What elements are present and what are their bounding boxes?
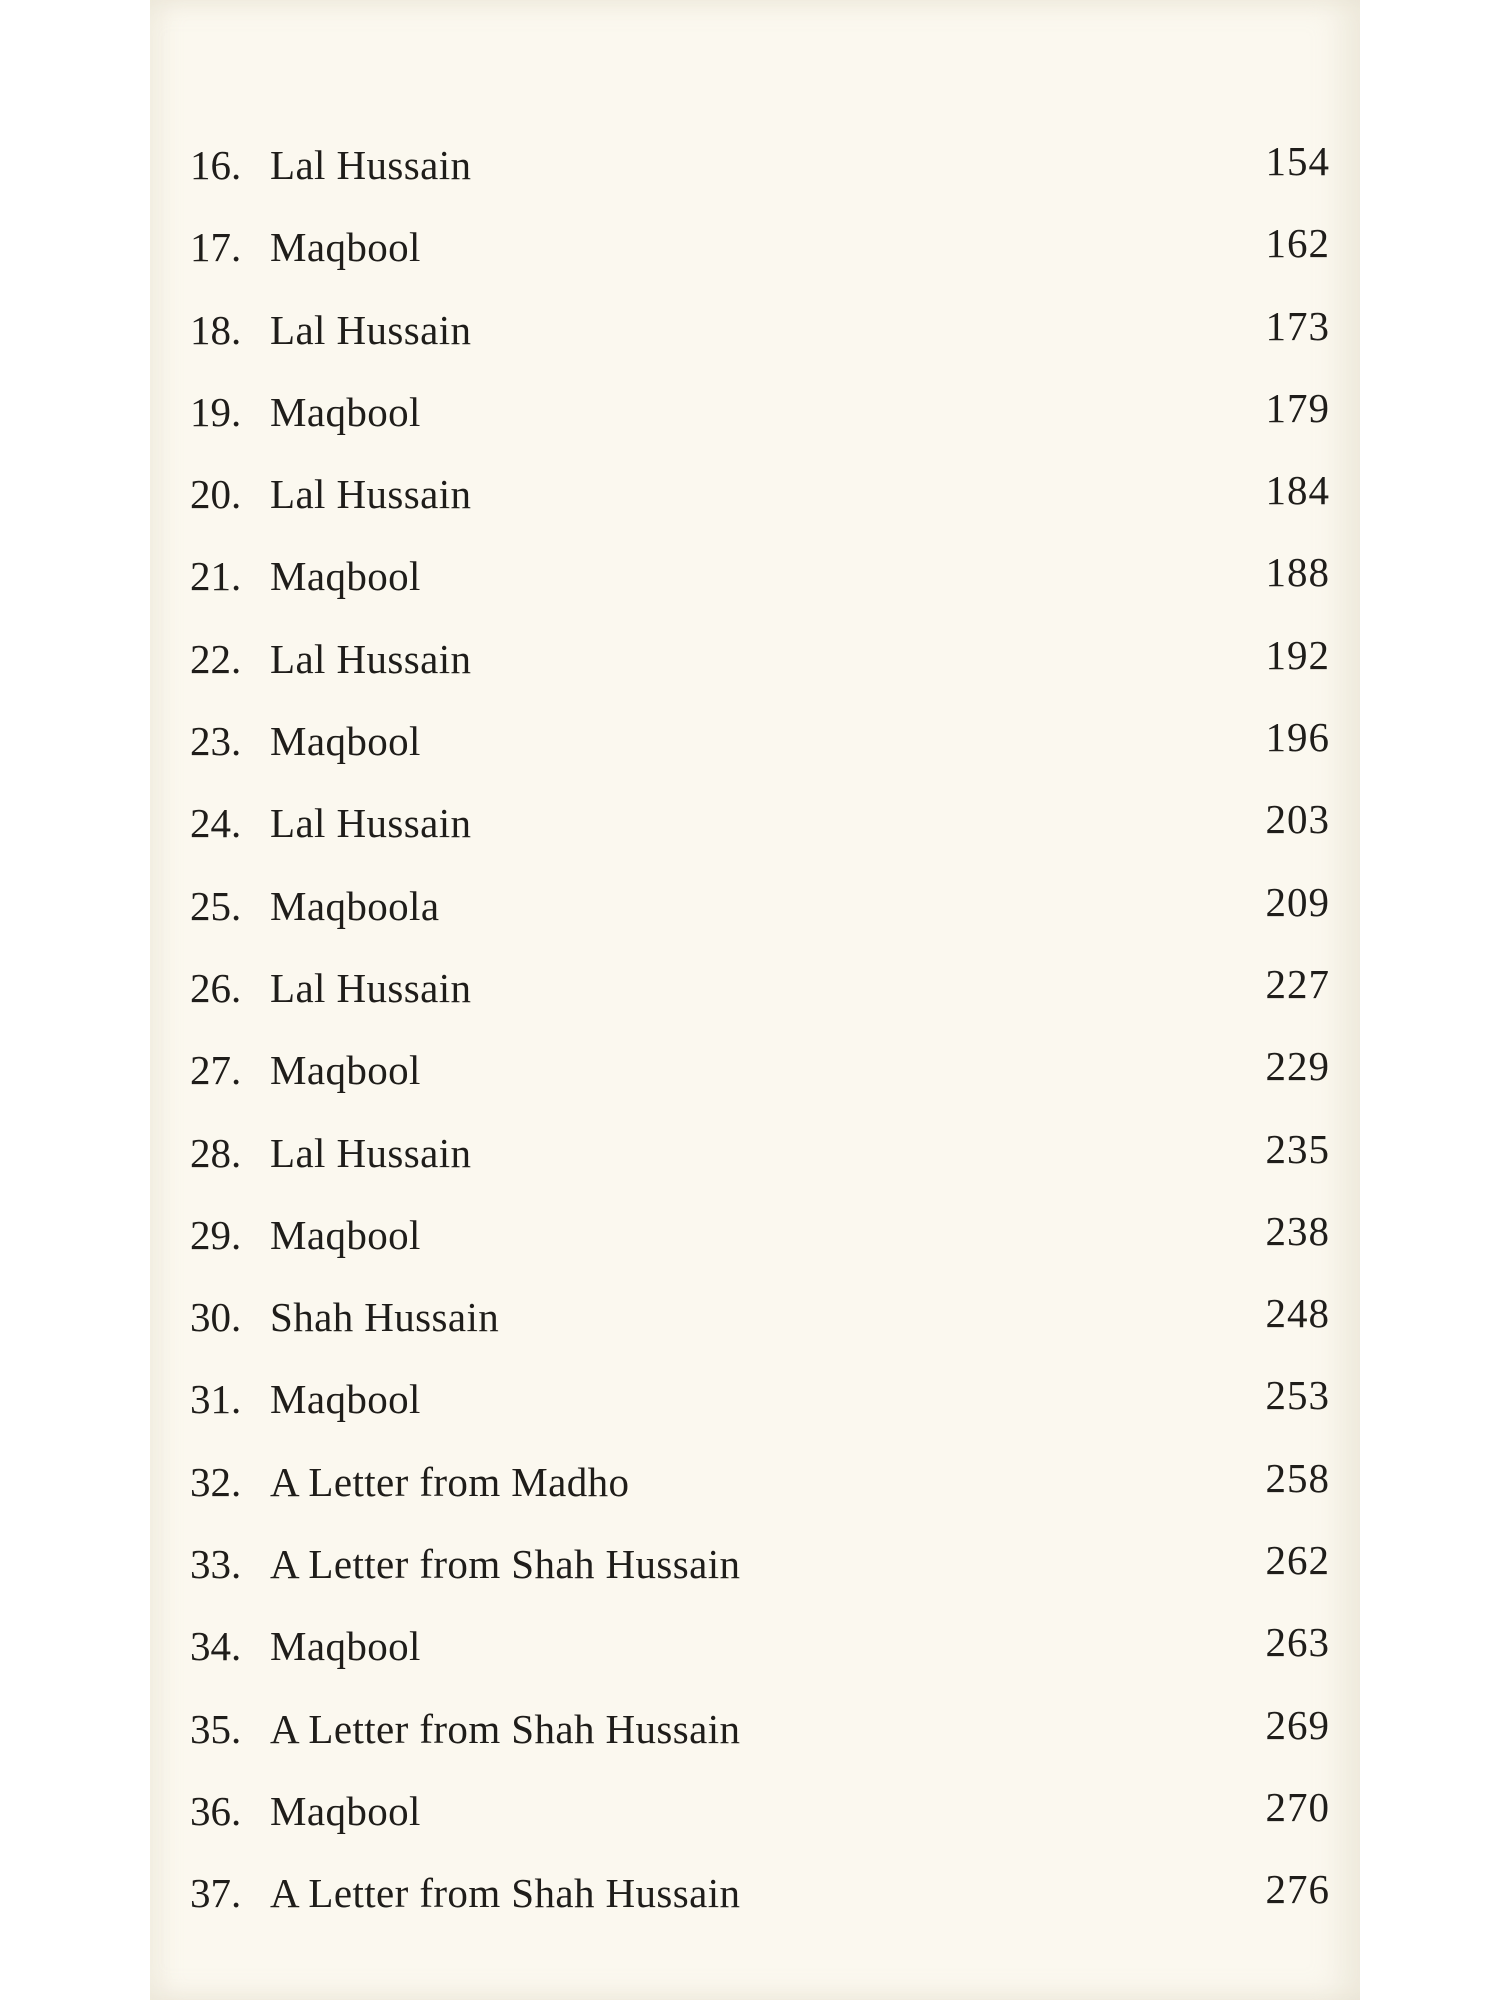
toc-entry [190,1369,1350,1451]
toc-entry [190,464,1350,546]
entry-title: A Letter from Madho [270,1458,630,1505]
entry-title: Maqbool [270,388,421,435]
entry-number: 25. [190,882,242,929]
entry-page-number: 203 [1265,796,1330,843]
entry-page-number: 258 [1265,1454,1330,1501]
entry-page-number: 179 [1265,384,1330,431]
entry-page-number: 270 [1265,1783,1330,1830]
entry-title: Lal Hussain [270,306,472,353]
entry-number: 29. [190,1211,242,1258]
entry-number: 22. [190,635,242,682]
entry-title: Lal Hussain [270,800,472,847]
entry-number: 26. [190,964,242,1011]
entry-page-number: 154 [1265,138,1330,184]
entry-number: 16. [190,142,242,188]
toc-entry [190,1534,1350,1616]
toc-entry [190,629,1350,711]
entry-number: 21. [190,553,242,600]
entry-page-number: 209 [1265,878,1330,925]
toc-entry [190,1781,1350,1863]
entry-title: Maqboola [270,882,440,929]
entry-title: Lal Hussain [270,142,472,188]
entry-number: 19. [190,388,242,435]
entry-number: 24. [190,800,242,847]
entry-number: 17. [190,224,242,271]
entry-title: Lal Hussain [270,635,472,682]
entry-page-number: 192 [1265,631,1330,678]
entry-number: 35. [190,1705,242,1752]
entry-page-number: 262 [1265,1537,1330,1584]
toc-entry [190,1287,1350,1369]
entry-page-number: 188 [1265,549,1330,596]
entry-number: 36. [190,1787,242,1834]
toc-entry [190,1205,1350,1287]
entry-page-number: 229 [1265,1043,1330,1090]
toc-entry [190,217,1350,299]
entry-title: A Letter from Shah Hussain [270,1705,741,1752]
toc-entry [190,135,1350,217]
toc-entry [190,382,1350,464]
entry-page-number: 196 [1265,714,1330,761]
entry-page-number: 173 [1265,302,1330,349]
toc-entry [190,1616,1350,1698]
toc-entry [190,876,1350,958]
entry-number: 31. [190,1376,242,1423]
toc-entry [190,1123,1350,1205]
book-page [150,0,1360,2000]
entry-title: Lal Hussain [270,1129,472,1176]
entry-number: 33. [190,1541,242,1588]
entry-page-number: 184 [1265,467,1330,514]
entry-title: Maqbool [270,1376,421,1423]
toc-entry [190,1452,1350,1534]
entry-page-number: 253 [1265,1372,1330,1419]
entry-title: Maqbool [270,224,421,271]
toc-entry [190,793,1350,875]
entry-page-number: 238 [1265,1207,1330,1254]
toc-entry [190,1863,1350,1945]
entry-page-number: 235 [1265,1125,1330,1172]
entry-number: 28. [190,1129,242,1176]
toc-entry [190,300,1350,382]
entry-title: A Letter from Shah Hussain [270,1870,741,1917]
entry-title: Shah Hussain [270,1294,500,1341]
entry-title: Maqbool [270,718,421,765]
entry-page-number: 227 [1265,960,1330,1007]
entry-title: Maqbool [270,1623,421,1670]
entry-number: 18. [190,306,242,353]
entry-page-number: 162 [1265,220,1330,267]
toc-entry [190,1699,1350,1781]
entry-page-number: 263 [1265,1619,1330,1666]
entry-title: Lal Hussain [270,964,472,1011]
toc-entry [190,1040,1350,1122]
entry-title: Maqbool [270,1787,421,1834]
entry-number: 23. [190,718,242,765]
entry-title: Lal Hussain [270,471,472,518]
entry-title: Maqbool [270,1047,421,1094]
entry-number: 34. [190,1623,242,1670]
entry-number: 32. [190,1458,242,1505]
entry-number: 37. [190,1870,242,1917]
table-of-contents [190,135,1350,1946]
entry-title: A Letter from Shah Hussain [270,1541,741,1588]
entry-title: Maqbool [270,1211,421,1258]
entry-page-number: 276 [1265,1866,1330,1913]
entry-page-number: 248 [1265,1290,1330,1337]
toc-entry [190,958,1350,1040]
toc-entry [190,711,1350,793]
entry-number: 20. [190,471,242,518]
toc-entry [190,546,1350,628]
entry-number: 30. [190,1294,242,1341]
entry-number: 27. [190,1047,242,1094]
entry-page-number: 269 [1265,1701,1330,1748]
entry-title: Maqbool [270,553,421,600]
